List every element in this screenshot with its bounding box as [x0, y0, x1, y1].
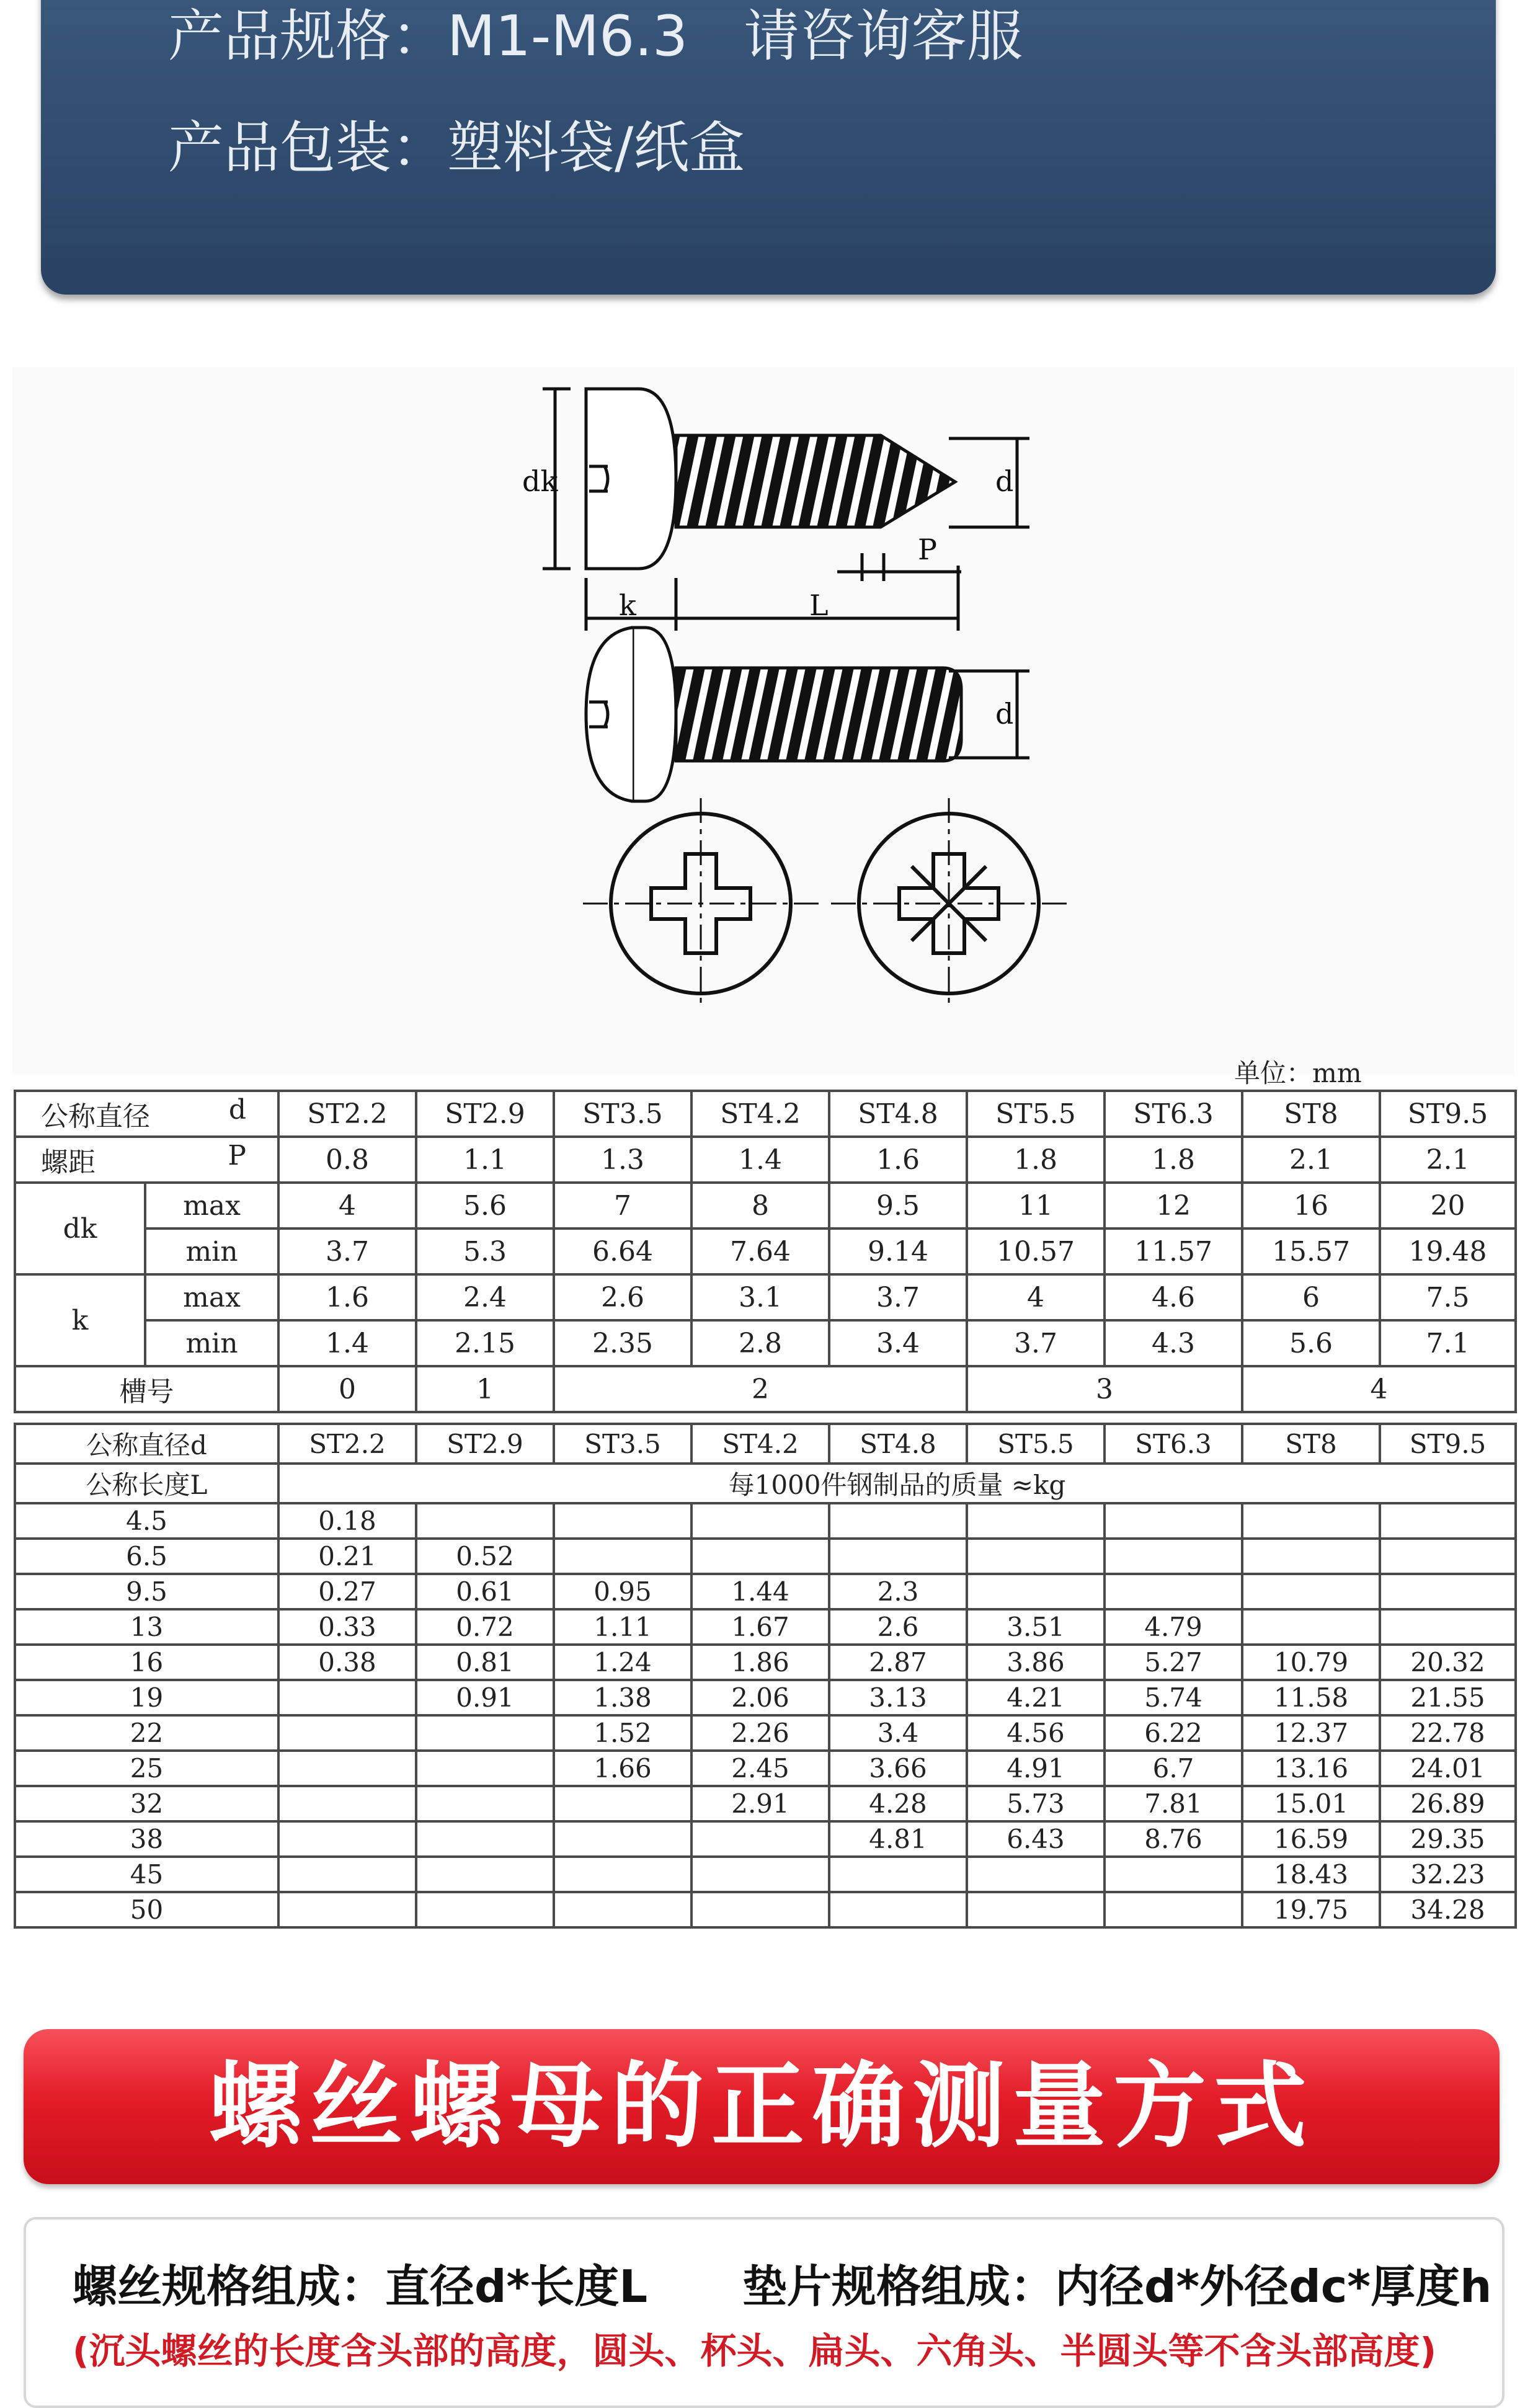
weight-cell: [416, 1786, 554, 1821]
weight-cell: 3.66: [829, 1751, 967, 1786]
dk-max-cell: 20: [1380, 1183, 1516, 1228]
weight-cell: 4.81: [829, 1821, 967, 1857]
k-min-cell: 5.6: [1242, 1320, 1380, 1366]
weight-cell: [554, 1539, 691, 1574]
weight-row: [15, 1715, 1516, 1751]
length-cell: 9.5: [15, 1574, 278, 1609]
weight-cell: 0.72: [416, 1609, 554, 1645]
dk-label: dk: [522, 464, 558, 498]
spec-value: M1-M6.3: [447, 4, 688, 69]
weight-cell: [1380, 1539, 1516, 1574]
dk-max-cell: 4: [278, 1183, 416, 1228]
weight-cell: 29.35: [1380, 1821, 1516, 1857]
weight-cell: 20.32: [1380, 1645, 1516, 1680]
weight-cell: [829, 1539, 967, 1574]
weight-cell: 1.38: [554, 1680, 691, 1715]
weight-cell: [416, 1821, 554, 1857]
pitch-cell: 1.3: [554, 1137, 691, 1183]
weight-cell: [278, 1680, 416, 1715]
size-cell: ST2.9: [416, 1091, 554, 1137]
k-min-cell: 3.4: [829, 1320, 967, 1366]
weight-cell: 15.01: [1242, 1786, 1380, 1821]
weight-cell: [416, 1715, 554, 1751]
dk-max-cell: 16: [1242, 1183, 1380, 1228]
slot-cell: 1: [416, 1366, 554, 1412]
weight-cell: 4.91: [967, 1751, 1105, 1786]
pitch-cell: 1.1: [416, 1137, 554, 1183]
weight-row: [15, 1503, 1516, 1539]
weight-cell: [967, 1503, 1105, 1539]
package-line: [168, 102, 745, 183]
weight-cell: [416, 1892, 554, 1927]
size-cell: ST4.2: [691, 1091, 829, 1137]
weight-cell: 32.23: [1380, 1857, 1516, 1892]
spec-composition-line: [73, 2250, 1492, 2315]
dk-min-cell: 19.48: [1380, 1228, 1516, 1274]
weight-cell: [1380, 1503, 1516, 1539]
weight-cell: [554, 1892, 691, 1927]
weight-cell: 1.52: [554, 1715, 691, 1751]
weight-cell: 7.81: [1105, 1786, 1242, 1821]
weight-table: [14, 1423, 1517, 1929]
dk-min-cell: 9.14: [829, 1228, 967, 1274]
weight-cell: [967, 1539, 1105, 1574]
weight-cell: [554, 1786, 691, 1821]
weight-cell: 0.61: [416, 1574, 554, 1609]
weight-cell: 2.3: [829, 1574, 967, 1609]
size-cell: ST4.8: [829, 1091, 967, 1137]
p-label: P: [918, 533, 937, 566]
k-max-cell: 1.6: [278, 1274, 416, 1320]
weight-cell: 1.44: [691, 1574, 829, 1609]
k-max-cell: 2.4: [416, 1274, 554, 1320]
d-label-bottom: d: [995, 697, 1014, 731]
dk-min-cell: 10.57: [967, 1228, 1105, 1274]
k-min-cell: 3.7: [967, 1320, 1105, 1366]
k-max-cell: 7.5: [1380, 1274, 1516, 1320]
phillips-head-view: [583, 798, 819, 1009]
weight-row: [15, 1751, 1516, 1786]
dk-min-cell: 5.3: [416, 1228, 554, 1274]
weight-row: [15, 1821, 1516, 1857]
min-label: min: [145, 1320, 278, 1366]
weight-row: [15, 1645, 1516, 1680]
package-label: 产品包装：: [168, 115, 447, 180]
dk-min-cell: 15.57: [1242, 1228, 1380, 1274]
weight-cell: [278, 1892, 416, 1927]
weight-cell: 4.56: [967, 1715, 1105, 1751]
slot-cell: 2: [554, 1366, 967, 1412]
weight-cell: 2.87: [829, 1645, 967, 1680]
k-min-cell: 2.8: [691, 1320, 829, 1366]
weight-cell: 2.45: [691, 1751, 829, 1786]
weight-cell: 16.59: [1242, 1821, 1380, 1857]
weight-cell: 6.43: [967, 1821, 1105, 1857]
dk-max-cell: 11: [967, 1183, 1105, 1228]
size-cell: ST8: [1242, 1424, 1380, 1464]
weight-cell: 10.79: [1242, 1645, 1380, 1680]
spec-header-row: [15, 1091, 1516, 1137]
weight-cell: [1105, 1539, 1242, 1574]
measurement-banner: 螺丝螺母的正确测量方式: [24, 2029, 1500, 2184]
size-cell: ST5.5: [967, 1424, 1105, 1464]
dk-max-cell: 9.5: [829, 1183, 967, 1228]
weight-cell: [691, 1892, 829, 1927]
dk-max-cell: 12: [1105, 1183, 1242, 1228]
weight-row: [15, 1680, 1516, 1715]
weight-cell: 0.95: [554, 1574, 691, 1609]
k-max-row: [15, 1274, 1516, 1320]
k-label: k: [619, 589, 636, 622]
screw-top: [543, 389, 1029, 631]
max-label: max: [145, 1274, 278, 1320]
k-min-cell: 7.1: [1380, 1320, 1516, 1366]
dk-max-row: [15, 1183, 1516, 1228]
weight-cell: 5.73: [967, 1786, 1105, 1821]
weight-cell: 0.21: [278, 1539, 416, 1574]
weight-cell: 1.66: [554, 1751, 691, 1786]
length-cell: 25: [15, 1751, 278, 1786]
pitch-cell: 1.4: [691, 1137, 829, 1183]
weight-cell: [278, 1751, 416, 1786]
dk-min-cell: 7.64: [691, 1228, 829, 1274]
weight-cell: 34.28: [1380, 1892, 1516, 1927]
pitch-cell: 2.1: [1380, 1137, 1516, 1183]
weight-cell: 1.86: [691, 1645, 829, 1680]
weight-row: [15, 1574, 1516, 1609]
dk-min-row: [15, 1228, 1516, 1274]
weight-cell: 0.52: [416, 1539, 554, 1574]
weight-cell: [278, 1857, 416, 1892]
length-cell: 22: [15, 1715, 278, 1751]
weight-cell: 6.7: [1105, 1751, 1242, 1786]
min-label: min: [145, 1228, 278, 1274]
nominal-diameter-header: 公称直径 d: [15, 1091, 278, 1137]
weight-cell: 22.78: [1380, 1715, 1516, 1751]
weight-cell: 3.4: [829, 1715, 967, 1751]
k-header: k: [15, 1274, 145, 1366]
weight-cell: [967, 1857, 1105, 1892]
size-cell: ST9.5: [1380, 1424, 1516, 1464]
slot-row: [15, 1366, 1516, 1412]
size-cell: ST2.9: [416, 1424, 554, 1464]
weight-cell: [691, 1857, 829, 1892]
weight-cell: 6.22: [1105, 1715, 1242, 1751]
dk-max-cell: 8: [691, 1183, 829, 1228]
slot-header: 槽号: [15, 1366, 278, 1412]
weight-cell: 2.91: [691, 1786, 829, 1821]
weight-cell: [691, 1539, 829, 1574]
weight-cell: 0.27: [278, 1574, 416, 1609]
length-note: (沉头螺丝的长度含头部的高度，圆头、杯头、扁头、六角头、半圆头等不含头部高度): [73, 2330, 1437, 2372]
weight-cell: 4.28: [829, 1786, 967, 1821]
size-cell: ST8: [1242, 1091, 1380, 1137]
k-max-cell: 3.7: [829, 1274, 967, 1320]
weight-cell: [1105, 1503, 1242, 1539]
weight-cell: [1242, 1609, 1380, 1645]
weight-cell: 4.21: [967, 1680, 1105, 1715]
weight-cell: 3.51: [967, 1609, 1105, 1645]
weight-cell: 2.6: [829, 1609, 967, 1645]
dk-header: dk: [15, 1183, 145, 1274]
weight-cell: [1105, 1574, 1242, 1609]
pozidriv-head-view: [831, 798, 1067, 1009]
weight-row: [15, 1539, 1516, 1574]
screw-bottom: [586, 628, 1029, 801]
weight-cell: 5.74: [1105, 1680, 1242, 1715]
weight-cell: [1242, 1574, 1380, 1609]
weight-cell: [278, 1786, 416, 1821]
size-cell: ST9.5: [1380, 1091, 1516, 1137]
weight-cell: 0.81: [416, 1645, 554, 1680]
dk-min-cell: 3.7: [278, 1228, 416, 1274]
size-cell: ST2.2: [278, 1424, 416, 1464]
dk-min-cell: 6.64: [554, 1228, 691, 1274]
pitch-cell: 1.8: [967, 1137, 1105, 1183]
k-max-cell: 2.6: [554, 1274, 691, 1320]
screw-spec-composition: 螺丝规格组成：直径d*长度L: [73, 2260, 648, 2312]
length-cell: 50: [15, 1892, 278, 1927]
spec-notes-card: [24, 2217, 1505, 2408]
length-cell: 45: [15, 1857, 278, 1892]
pitch-header: 螺距 P: [15, 1137, 278, 1183]
washer-spec-composition: 垫片规格组成：内径d*外径dc*厚度h: [742, 2260, 1492, 2312]
k-min-cell: 2.15: [416, 1320, 554, 1366]
size-cell: ST4.2: [691, 1424, 829, 1464]
screw-drawing-panel: [12, 367, 1514, 1074]
weight-cell: 2.06: [691, 1680, 829, 1715]
spec-line: [168, 0, 1023, 71]
weight-cell: 3.13: [829, 1680, 967, 1715]
pitch-cell: 1.6: [829, 1137, 967, 1183]
weight-cell: 8.76: [1105, 1821, 1242, 1857]
weight-cell: 4.79: [1105, 1609, 1242, 1645]
k-max-cell: 6: [1242, 1274, 1380, 1320]
weight-cell: 12.37: [1242, 1715, 1380, 1751]
k-min-row: [15, 1320, 1516, 1366]
weight-cell: [1242, 1503, 1380, 1539]
weight-cell: 2.26: [691, 1715, 829, 1751]
slot-cell: 3: [967, 1366, 1242, 1412]
weight-cell: [1105, 1892, 1242, 1927]
weight-cell: [554, 1503, 691, 1539]
pitch-cell: 2.1: [1242, 1137, 1380, 1183]
weight-cell: [1380, 1574, 1516, 1609]
max-label: max: [145, 1183, 278, 1228]
size-cell: ST3.5: [554, 1091, 691, 1137]
weight-cell: 11.58: [1242, 1680, 1380, 1715]
weight-cell: 24.01: [1380, 1751, 1516, 1786]
size-cell: ST4.8: [829, 1424, 967, 1464]
weight-cell: [967, 1892, 1105, 1927]
weight-cell: [554, 1857, 691, 1892]
weight-cell: [967, 1574, 1105, 1609]
weight-cell: [829, 1857, 967, 1892]
dk-max-cell: 7: [554, 1183, 691, 1228]
length-cell: 16: [15, 1645, 278, 1680]
weight-cell: [278, 1821, 416, 1857]
k-min-cell: 2.35: [554, 1320, 691, 1366]
weight-cell: [1380, 1609, 1516, 1645]
spec-label: 产品规格：: [168, 4, 447, 69]
unit-label: 单位：mm: [1234, 1058, 1362, 1088]
weight-cell: 19.75: [1242, 1892, 1380, 1927]
weight-cell: 0.33: [278, 1609, 416, 1645]
weight-cell: [829, 1892, 967, 1927]
weight-cell: [416, 1751, 554, 1786]
length-cell: 4.5: [15, 1503, 278, 1539]
length-cell: 38: [15, 1821, 278, 1857]
weight-cell: 0.18: [278, 1503, 416, 1539]
weight-cell: 18.43: [1242, 1857, 1380, 1892]
size-cell: ST2.2: [278, 1091, 416, 1137]
weight-cell: 0.38: [278, 1645, 416, 1680]
length-cell: 13: [15, 1609, 278, 1645]
slot-cell: 4: [1242, 1366, 1516, 1412]
weight-header-row: [15, 1424, 1516, 1464]
size-cell: ST6.3: [1105, 1091, 1242, 1137]
k-max-cell: 3.1: [691, 1274, 829, 1320]
k-max-cell: 4.6: [1105, 1274, 1242, 1320]
weight-subheader-row: [15, 1464, 1516, 1503]
size-cell: ST6.3: [1105, 1424, 1242, 1464]
weight-cell: 0.91: [416, 1680, 554, 1715]
slot-cell: 0: [278, 1366, 416, 1412]
weight-cell: [1105, 1857, 1242, 1892]
pitch-cell: 1.8: [1105, 1137, 1242, 1183]
weight-cell: 3.86: [967, 1645, 1105, 1680]
k-min-cell: 1.4: [278, 1320, 416, 1366]
d-label-top: d: [995, 464, 1014, 498]
length-label: L: [809, 589, 829, 622]
weight-row: [15, 1786, 1516, 1821]
weight-row: [15, 1857, 1516, 1892]
weight-cell: [416, 1857, 554, 1892]
weight-cell: 13.16: [1242, 1751, 1380, 1786]
weight-cell: 1.24: [554, 1645, 691, 1680]
weight-cell: [416, 1503, 554, 1539]
weight-row: [15, 1892, 1516, 1927]
product-info-card: [41, 0, 1496, 295]
weight-cell: 26.89: [1380, 1786, 1516, 1821]
screw-drawing: [12, 367, 1514, 1074]
package-value: 塑料袋/纸盒: [447, 115, 745, 180]
length-cell: 19: [15, 1680, 278, 1715]
weight-cell: [278, 1715, 416, 1751]
weight-cell: [1242, 1539, 1380, 1574]
weight-cell: 5.27: [1105, 1645, 1242, 1680]
spec-note: 请咨询客服: [744, 4, 1023, 69]
spec-table: [14, 1090, 1517, 1413]
weight-cell: 1.11: [554, 1609, 691, 1645]
k-min-cell: 4.3: [1105, 1320, 1242, 1366]
weight-unit-note: 每1000件钢制品的质量 ≈kg: [278, 1464, 1516, 1503]
weight-cell: [829, 1503, 967, 1539]
weight-cell: 21.55: [1380, 1680, 1516, 1715]
weight-cell: [554, 1821, 691, 1857]
weight-cell: [691, 1503, 829, 1539]
length-header: 公称长度L: [15, 1464, 278, 1503]
weight-cell: [691, 1821, 829, 1857]
k-max-cell: 4: [967, 1274, 1105, 1320]
weight-diameter-header: 公称直径d: [15, 1424, 278, 1464]
length-cell: 6.5: [15, 1539, 278, 1574]
pitch-cell: 0.8: [278, 1137, 416, 1183]
size-cell: ST3.5: [554, 1424, 691, 1464]
length-cell: 32: [15, 1786, 278, 1821]
pitch-row: [15, 1137, 1516, 1183]
weight-cell: 1.67: [691, 1609, 829, 1645]
dk-min-cell: 11.57: [1105, 1228, 1242, 1274]
size-cell: ST5.5: [967, 1091, 1105, 1137]
weight-row: [15, 1609, 1516, 1645]
dk-max-cell: 5.6: [416, 1183, 554, 1228]
